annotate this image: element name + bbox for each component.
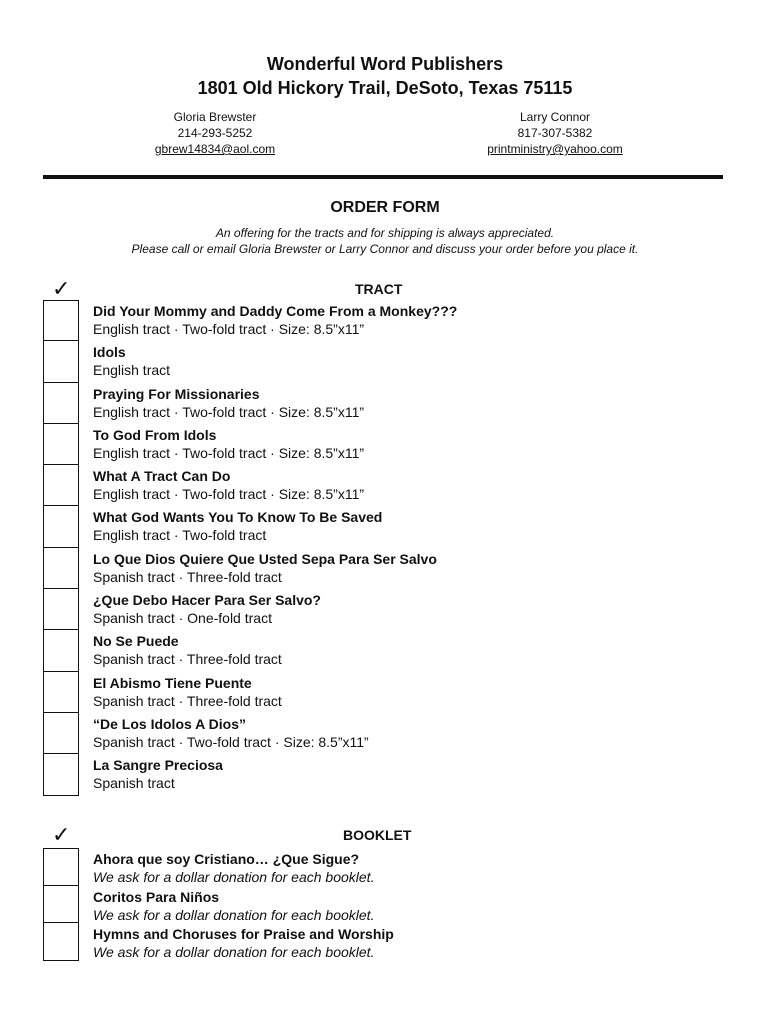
item-name: Hymns and Choruses for Praise and Worship [93, 926, 394, 943]
item-detail: English tract · Two-fold tract · Size: 8.5”x11” [93, 444, 365, 461]
order-checkbox[interactable] [43, 341, 79, 382]
item-name: Lo Que Dios Quiere Que Usted Sepa Para Ser Salvo [93, 550, 437, 567]
item-text [93, 426, 364, 463]
item-text [93, 715, 369, 752]
item-detail: English tract · Two-fold tract [93, 527, 267, 544]
item-detail: We ask for a dollar donation for each booklet. [93, 906, 375, 923]
tract-heading: TRACT [355, 281, 403, 297]
contact-larry [455, 109, 655, 157]
item-name: Coritos Para Niños [93, 888, 220, 905]
list-item [43, 630, 683, 671]
list-item [43, 424, 683, 465]
item-name: What A Tract Can Do [93, 468, 231, 485]
list-item [43, 848, 683, 886]
item-detail: English tract · Two-fold tract · Size: 8.5”x11” [93, 321, 365, 337]
item-name: “De Los Idolos A Dios” [93, 715, 246, 732]
contact-phone: 214-293-5252 [177, 126, 253, 140]
item-detail: We ask for a dollar donation for each booklet. [93, 869, 375, 885]
list-item [43, 589, 683, 630]
item-text [93, 385, 364, 422]
list-item [43, 465, 683, 506]
item-detail: Spanish tract · One-fold tract [93, 610, 272, 627]
item-detail: Spanish tract · Three-fold tract [93, 651, 282, 668]
item-text [93, 343, 170, 380]
list-item [43, 713, 683, 754]
form-title: ORDER FORM [330, 199, 440, 216]
order-checkbox[interactable] [43, 754, 79, 795]
item-detail: English tract · Two-fold tract · Size: 8.5”x11” [93, 403, 365, 420]
contact-name: Larry Connor [519, 110, 591, 124]
list-item [43, 923, 683, 961]
order-checkbox[interactable] [43, 848, 79, 886]
item-text [93, 632, 282, 669]
item-name: El Abismo Tiene Puente [93, 674, 252, 691]
contact-email-link[interactable]: printministry@yahoo.com [487, 142, 623, 156]
item-name: Praying For Missionaries [93, 385, 260, 402]
item-name: ¿Que Debo Hacer Para Ser Salvo? [93, 592, 321, 609]
item-text [93, 674, 282, 711]
item-detail: We ask for a dollar donation for each booklet. [93, 944, 375, 961]
item-text [93, 591, 321, 628]
order-checkbox[interactable] [43, 383, 79, 424]
list-item [43, 672, 683, 713]
item-text [93, 888, 374, 925]
item-detail: Spanish tract · Two-fold tract · Size: 8.5”x11” [93, 733, 369, 750]
item-text [93, 302, 457, 339]
item-text [93, 756, 223, 793]
header-divider [43, 175, 723, 179]
item-name: Idols [93, 344, 126, 361]
item-text [93, 508, 382, 545]
publisher-address: 1801 Old Hickory Trail, DeSoto, Texas 75115 [197, 78, 573, 98]
list-item [43, 548, 683, 589]
publisher-name: Wonderful Word Publishers [266, 54, 504, 74]
list-item [43, 383, 683, 424]
item-detail: English tract · Two-fold tract · Size: 8.5”x11” [93, 486, 365, 503]
item-name: Did Your Mommy and Daddy Come From a Monkey??? [93, 303, 458, 319]
order-checkbox[interactable] [43, 506, 79, 547]
tract-list [43, 300, 683, 796]
order-checkbox[interactable] [43, 672, 79, 713]
item-name: To God From Idols [93, 426, 217, 443]
list-item [43, 506, 683, 547]
order-checkbox[interactable] [43, 548, 79, 589]
item-name: No Se Puede [93, 633, 179, 650]
item-text [93, 925, 394, 962]
contact-email-link[interactable]: gbrew14834@aol.com [154, 142, 276, 156]
order-checkbox[interactable] [43, 589, 79, 630]
order-checkbox[interactable] [43, 300, 79, 341]
item-detail: Spanish tract · Three-fold tract [93, 692, 282, 709]
offering-note: An offering for the tracts and for shipping is always appreciated. [215, 226, 555, 240]
checkmark-icon: ✓ [52, 276, 71, 301]
booklet-heading: BOOKLET [343, 827, 412, 843]
item-name: What God Wants You To Know To Be Saved [93, 509, 383, 526]
order-checkbox[interactable] [43, 886, 79, 924]
order-checkbox[interactable] [43, 630, 79, 671]
list-item [43, 341, 683, 382]
item-text [93, 850, 374, 887]
checkmark-icon: ✓ [52, 822, 71, 847]
item-text [93, 467, 364, 504]
order-checkbox[interactable] [43, 923, 79, 961]
item-name: Ahora que soy Cristiano… ¿Que Sigue? [93, 851, 360, 867]
order-checkbox[interactable] [43, 465, 79, 506]
contact-phone: 817-307-5382 [517, 126, 593, 140]
item-name: La Sangre Preciosa [93, 757, 223, 774]
item-text [93, 550, 437, 587]
contact-gloria [115, 109, 315, 157]
order-checkbox[interactable] [43, 424, 79, 465]
list-item [43, 754, 683, 795]
contact-note: Please call or email Gloria Brewster or Larry Connor and discuss your order before you place it. [131, 242, 639, 256]
contact-name: Gloria Brewster [173, 110, 257, 124]
item-detail: Spanish tract [93, 775, 175, 792]
list-item [43, 300, 683, 341]
item-detail: English tract [93, 362, 171, 379]
item-detail: Spanish tract · Three-fold tract [93, 568, 282, 585]
booklet-list [43, 848, 683, 961]
list-item [43, 886, 683, 924]
order-checkbox[interactable] [43, 713, 79, 754]
